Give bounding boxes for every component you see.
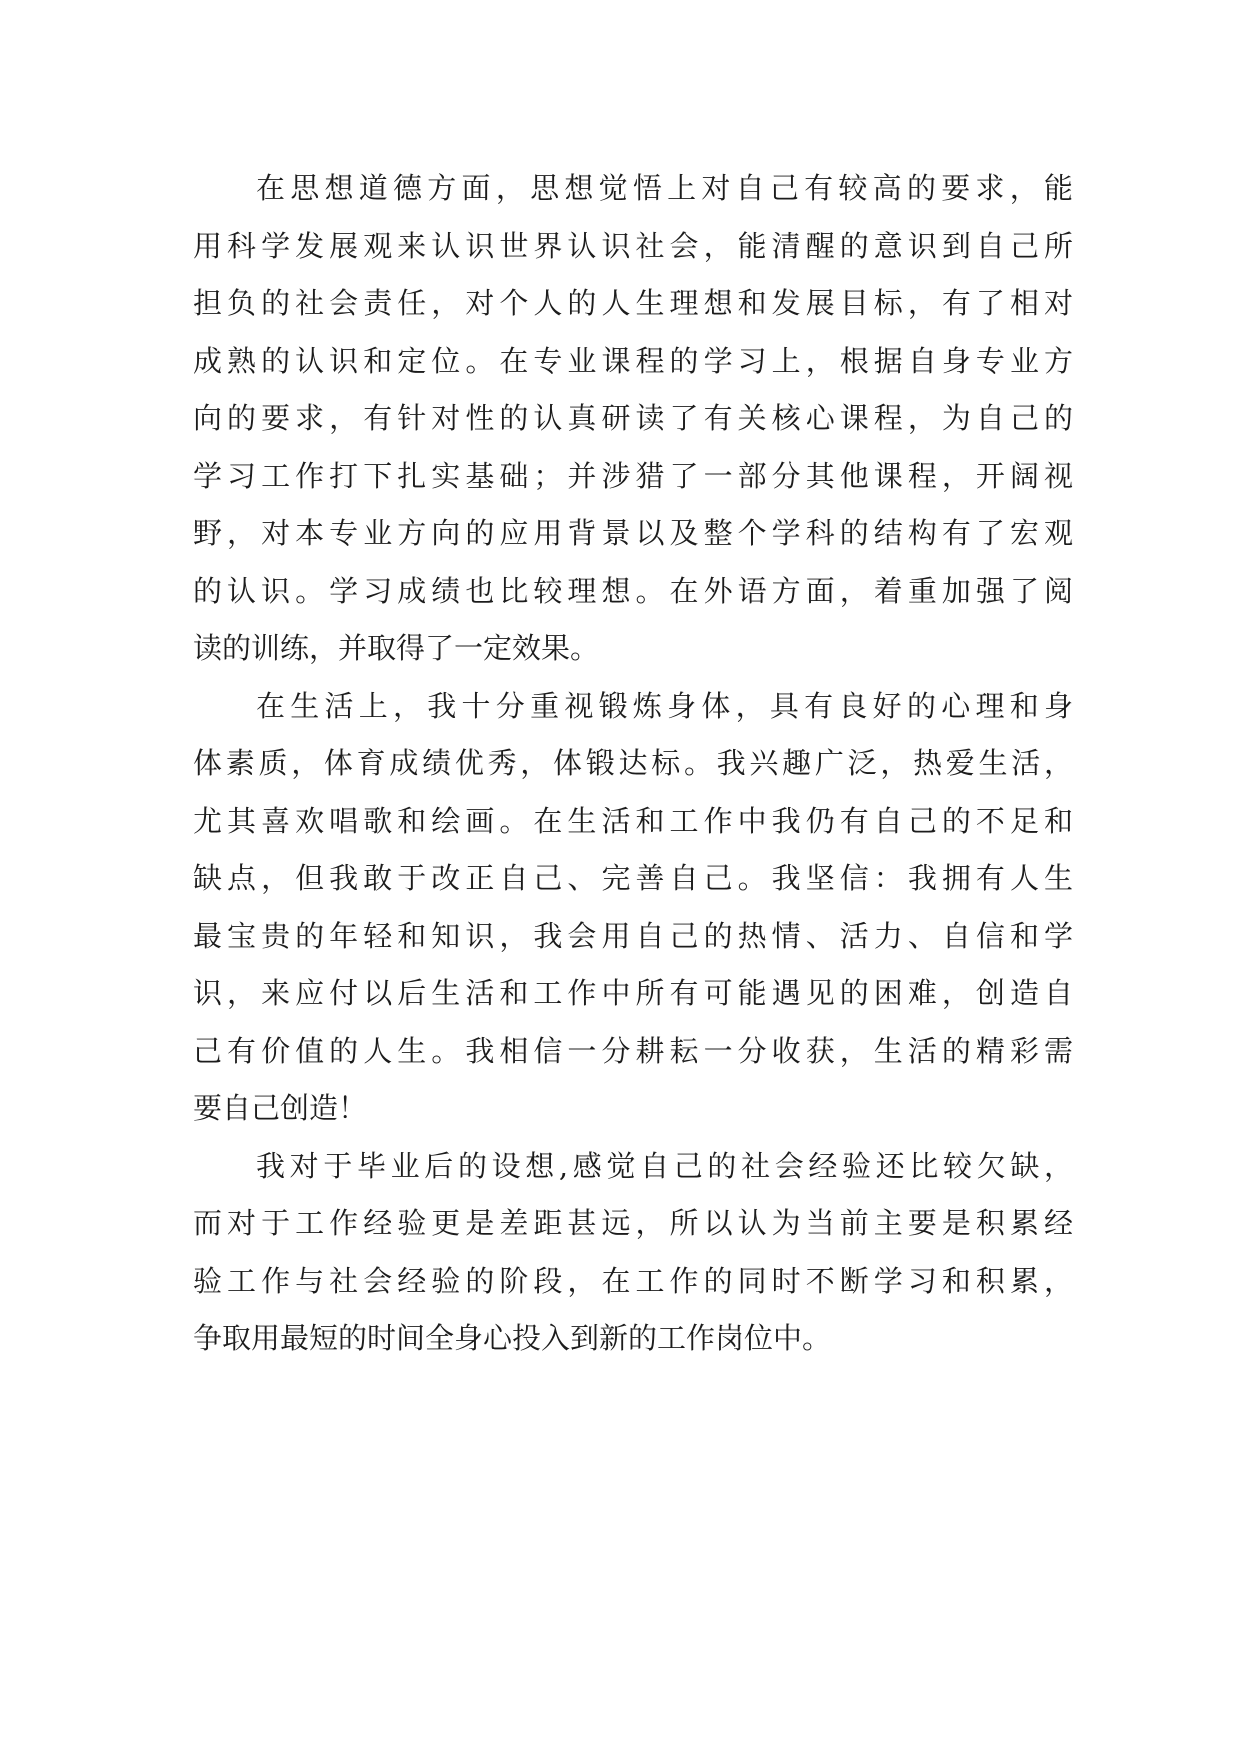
paragraph-line: 识，来应付以后生活和工作中所有可能遇见的困难，创造自	[193, 976, 1073, 1010]
paragraph-line: 要自己创造！	[193, 1091, 368, 1125]
paragraph-line: 在生活上，我十分重视锻炼身体，具有良好的心理和身	[256, 689, 1073, 723]
paragraph-line: 的认识。学习成绩也比较理想。在外语方面，着重加强了阅	[193, 574, 1073, 608]
paragraph-line: 争取用最短的时间全身心投入到新的工作岗位中。	[193, 1321, 832, 1355]
paragraph-line: 最宝贵的年轻和知识，我会用自己的热情、活力、自信和学	[193, 919, 1073, 953]
paragraph-line: 学习工作打下扎实基础；并涉猎了一部分其他课程，开阔视	[193, 459, 1073, 493]
paragraph-line: 己有价值的人生。我相信一分耕耘一分收获，生活的精彩需	[193, 1034, 1073, 1068]
paragraph-line: 担负的社会责任，对个人的人生理想和发展目标，有了相对	[193, 286, 1073, 320]
paragraph-line: 缺点，但我敢于改正自己、完善自己。我坚信：我拥有人生	[193, 861, 1073, 895]
paragraph-line: 而对于工作经验更是差距甚远，所以认为当前主要是积累经	[193, 1206, 1073, 1240]
paragraph-line: 验工作与社会经验的阶段，在工作的同时不断学习和积累，	[193, 1264, 1073, 1298]
paragraph-line: 成熟的认识和定位。在专业课程的学习上，根据自身专业方	[193, 344, 1073, 378]
paragraph-line: 野，对本专业方向的应用背景以及整个学科的结构有了宏观	[193, 516, 1073, 550]
paragraph-line: 在思想道德方面，思想觉悟上对自己有较高的要求，能	[256, 171, 1073, 205]
paragraph-line: 尤其喜欢唱歌和绘画。在生活和工作中我仍有自己的不足和	[193, 804, 1073, 838]
paragraph-line: 用科学发展观来认识世界认识社会，能清醒的意识到自己所	[193, 229, 1073, 263]
paragraph-line: 读的训练，并取得了一定效果。	[193, 631, 600, 665]
paragraph-line: 我对于毕业后的设想,感觉自己的社会经验还比较欠缺，	[256, 1149, 1073, 1183]
paragraph-line: 体素质，体育成绩优秀，体锻达标。我兴趣广泛，热爱生活，	[193, 746, 1073, 780]
paragraph-line: 向的要求，有针对性的认真研读了有关核心课程，为自己的	[193, 401, 1073, 435]
